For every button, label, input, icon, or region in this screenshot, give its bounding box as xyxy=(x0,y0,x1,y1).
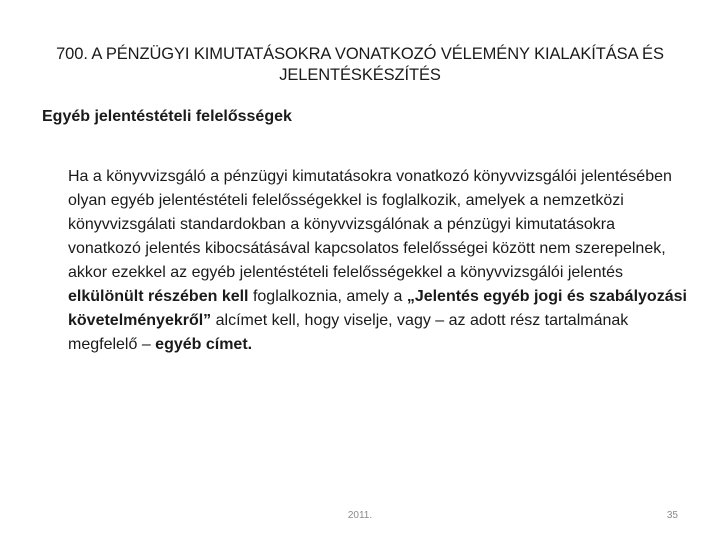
footer-date: 2011. xyxy=(347,510,373,521)
section-heading: Egyéb jelentéstételi felelősségek xyxy=(42,108,292,125)
slide-title-line-1: 700. A PÉNZÜGYI KIMUTATÁSOKRA VONATKOZÓ VÉLEMÉNY KIALAKÍTÁSA ÉS xyxy=(56,45,664,63)
body-bold-text-2: „Jelentés egyéb jogi és szabályozási követelményekről” xyxy=(68,288,687,329)
slide-title xyxy=(30,44,690,86)
body-paragraph xyxy=(68,165,692,357)
body-bold-text-1: elkülönült részében kell xyxy=(68,288,249,305)
body-text-part-3: alcímet kell, hogy viselje, vagy – az adott rész tartalmának megfelelő – xyxy=(68,312,629,353)
slide-title-line-2: JELENTÉSKÉSZÍTÉS xyxy=(279,66,441,84)
body-bold-text-3: egyéb címet. xyxy=(155,336,253,353)
footer-page-number: 35 xyxy=(666,510,678,521)
body-text-part-2: foglalkoznia, amely a xyxy=(248,288,407,305)
body-text-part-1: Ha a könyvvizsgáló a pénzügyi kimutatásokra vonatkozó könyvvizsgálói jelentésében olyan egyéb jelentéstételi felelősségekkel is foglalkozik, amelyek a nemzetközi könyvvizsgálati standardokban a könyvvizsgálónak a pénzügyi kimutatásokra vonatkozó jelentés kibocsátásával kapcsolatos felelősségei között nem szerepelnek, akkor ezekkel az egyéb jelentéstételi felelősségekkel a könyvvizsgálói jelentés xyxy=(68,168,672,281)
